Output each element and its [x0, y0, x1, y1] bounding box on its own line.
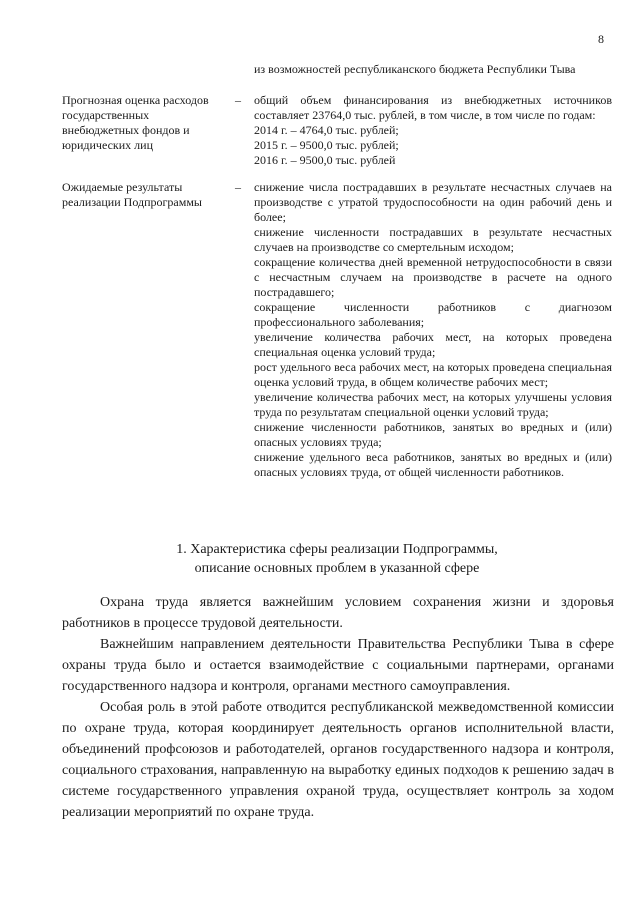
passport-value-line: 2014 г. – 4764,0 тыс. рублей;: [254, 123, 399, 137]
result-item: снижение числа пострадавших в результате несчастных случаев на производстве с утратой трудоспособности на один рабочий день и более;: [254, 180, 612, 224]
result-item: сокращение количества дней временной нетрудоспособности в связи с несчастным случаем на производстве в расчете на одного пострадавшего;: [254, 255, 612, 299]
body-text: [62, 592, 614, 823]
result-item: рост удельного веса рабочих мест, на которых проведена специальная оценка условий труда, в общем количестве рабочих мест;: [254, 360, 612, 389]
continuation-text: из возможностей республиканского бюджета Республики Тыва: [254, 62, 576, 76]
page-number: 8: [598, 32, 604, 46]
passport-values: [254, 93, 612, 168]
result-item: снижение численности работников, занятых во вредных и (или) опасных условиях труда;: [254, 420, 612, 449]
section-heading-line: описание основных проблем в указанной сфере: [194, 561, 480, 576]
passport-label: Ожидаемые результаты реализации Подпрограммы: [62, 180, 202, 209]
passport-dash: –: [235, 93, 241, 107]
paragraph: Важнейшим направлением деятельности Правительства Республики Тыва в сфере охраны труда было и остается взаимодействие с социальными партнерами, органами государственного надзора и контроля, органами местного самоуправления.: [62, 637, 614, 694]
passport-value-line: общий объем финансирования из внебюджетных источников составляет 23764,0 тыс. рублей, в том числе, в том числе по годам:: [254, 93, 612, 122]
paragraph: Охрана труда является важнейшим условием сохранения жизни и здоровья работников в процессе трудовой деятельности.: [62, 595, 614, 631]
result-item: увеличение количества рабочих мест, на которых проведена специальная оценка условий труда;: [254, 330, 612, 359]
passport-dash: –: [235, 180, 241, 194]
result-item: сокращение численности работников с диагнозом профессионального заболевания;: [254, 300, 612, 329]
result-item: увеличение количества рабочих мест, на которых улучшены условия труда по результатам специальной оценки условий труда;: [254, 390, 612, 419]
passport-value-line: 2016 г. – 9500,0 тыс. рублей: [254, 153, 396, 167]
result-item: снижение численности пострадавших в результате несчастных случаев на производстве со смертельным исходом;: [254, 225, 612, 254]
passport-label: Прогнозная оценка расходов государственных внебюджетных фондов и юридических лиц: [62, 93, 209, 152]
passport-value-line: 2015 г. – 9500,0 тыс. рублей;: [254, 138, 399, 152]
section-heading: [62, 540, 612, 578]
paragraph: Особая роль в этой работе отводится республиканской межведомственной комиссии по охране труда, которая координирует деятельность органов исполнительной власти, объединений профсоюзов и работодателей, органов государственного надзора и контроля, социального страхования, направленную на выработку единых подходов к решению задач в системе государственного управления охраной труда, осуществляет контроль за ходом реализации мероприятий по охране труда.: [62, 700, 614, 820]
section-heading-line: 1. Характеристика сферы реализации Подпрограммы,: [176, 542, 498, 557]
result-item: снижение удельного веса работников, занятых во вредных и (или) опасных условиях труда, от общей численности работников.: [254, 450, 612, 479]
passport-values: [254, 180, 612, 480]
